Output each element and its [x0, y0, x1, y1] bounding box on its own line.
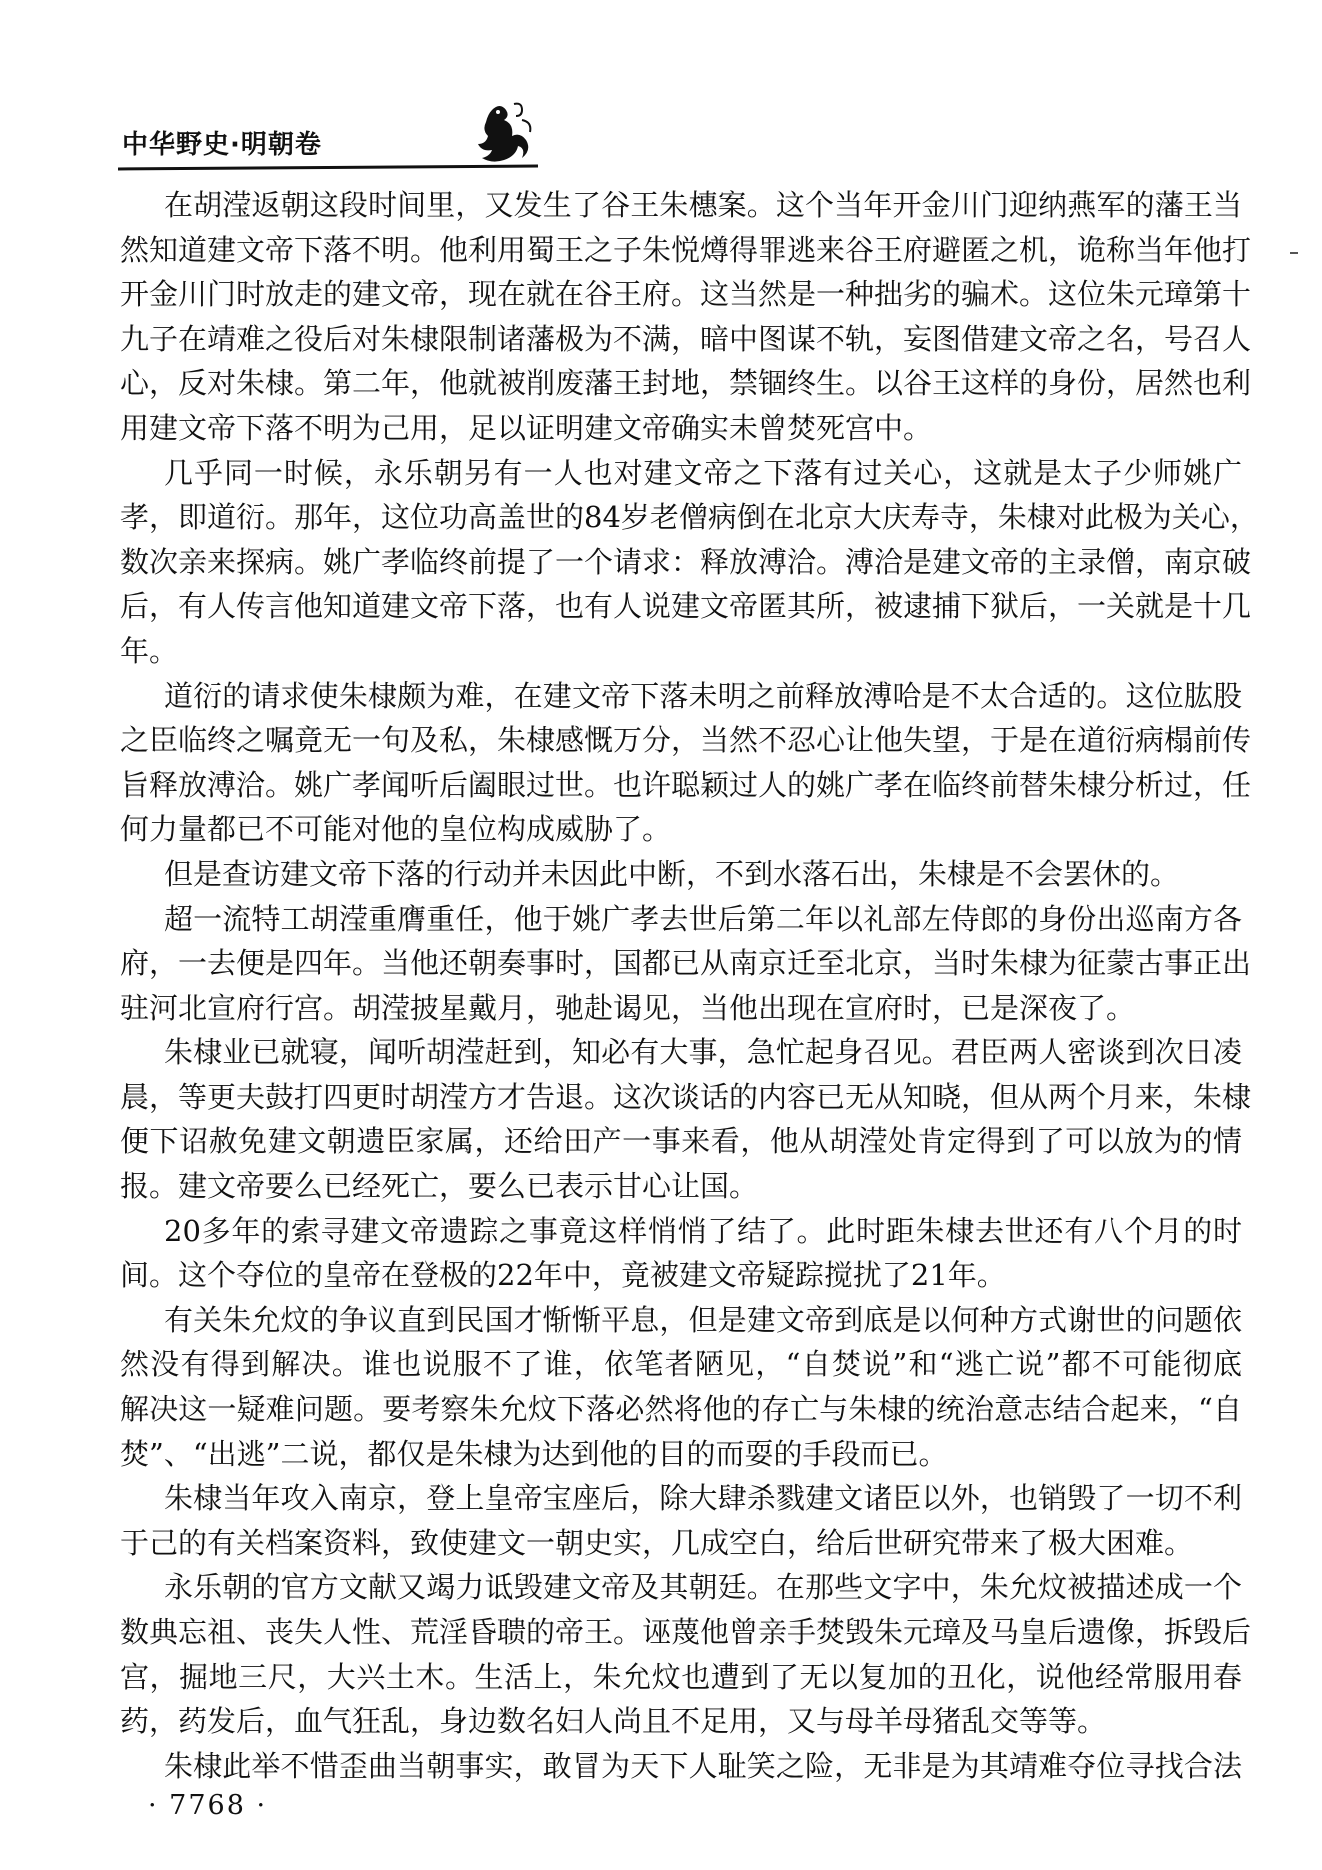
running-header-title: 中华野史·明朝卷: [122, 130, 322, 160]
text-line: 道衍的请求使朱棣颇为难，在建文帝下落未明之前释放溥哈是不太合适的。这位肱股: [164, 678, 1242, 713]
text-line: 报。建文帝要么已经死亡，要么已表示甘心让国。: [120, 1169, 759, 1204]
text-line: 孝，即道衍。那年，这位功高盖世的84岁老僧病倒在北京大庆寿寺，朱棣对此极为关心，: [120, 500, 1259, 535]
paragraph: [120, 1744, 1242, 1789]
text-line: 朱棣当年攻入南京，登上皇帝宝座后，除大肆杀戮建文诸臣以外，也销毁了一切不利: [164, 1481, 1242, 1516]
paragraph: [120, 451, 1259, 674]
text-line: 永乐朝的官方文献又竭力诋毁建文帝及其朝廷。在那些文字中，朱允炆被描述成一个: [164, 1570, 1242, 1605]
page-number: · 7768 ·: [148, 1790, 268, 1821]
text-line: 但是查访建文帝下落的行动并未因此中断，不到水落石出，朱棣是不会罢休的。: [164, 856, 1180, 891]
paragraph: [120, 1030, 1252, 1208]
text-line: 20多年的索寻建文帝遗踪之事竟这样悄悄了结了。此时距朱棣去世还有八个月的时: [164, 1213, 1242, 1248]
paragraph: [120, 1298, 1242, 1476]
text-line: 有关朱允炆的争议直到民国才惭惭平息，但是建文帝到底是以何种方式谢世的问题依: [164, 1302, 1242, 1337]
text-line: 驻河北宣府行宫。胡滢披星戴月，驰赴谒见，当他出现在宣府时，已是深夜了。: [120, 990, 1136, 1025]
text-line: 解决这一疑难问题。要考察朱允炆下落必然将他的存亡与朱棣的统治意志结合起来，“自: [120, 1392, 1242, 1427]
text-line: 年。: [120, 633, 179, 668]
paragraph: [120, 1565, 1252, 1743]
text-line: 心，反对朱棣。第二年，他就被削废藩王封地，禁锢终生。以谷王这样的身份，居然也利: [120, 366, 1252, 401]
text-line: 朱棣此举不惜歪曲当朝事实，敢冒为天下人耻笑之险，无非是为其靖难夺位寻找合法: [164, 1748, 1242, 1783]
text-line: 几乎同一时候，永乐朝另有一人也对建文帝之下落有过关心，这就是太子少师姚广: [164, 455, 1242, 490]
dragon-emblem-icon: [462, 100, 542, 172]
text-line: 开金川门时放走的建文帝，现在就在谷王府。这当然是一种拙劣的骗术。这位朱元璋第十: [120, 277, 1252, 312]
text-line: 九子在靖难之役后对朱棣限制诸藩极为不满，暗中图谋不轨，妄图借建文帝之名，号召人: [120, 321, 1252, 356]
text-line: 然没有得到解决。谁也说服不了谁，依笔者陋见，“自焚说”和“逃亡说”都不可能彻底: [120, 1347, 1242, 1382]
text-line: 用建文帝下落不明为己用，足以证明建文帝确实未曾焚死宫中。: [120, 410, 933, 445]
text-line: 后，有人传言他知道建文帝下落，也有人说建文帝匿其所，被逮捕下狱后，一关就是十几: [120, 589, 1252, 624]
text-line: 宫，掘地三尺，大兴土木。生活上，朱允炆也遭到了无以复加的丑化，说他经常服用春: [120, 1659, 1242, 1694]
paragraph: [120, 1209, 1242, 1298]
paragraph: [120, 1476, 1242, 1565]
text-line: 焚”、“出逃”二说，都仅是朱棣为达到他的目的而耍的手段而已。: [120, 1436, 948, 1471]
text-line: 数典忘祖、丧失人性、荒淫昏聩的帝王。诬蔑他曾亲手焚毁朱元璋及马皇后遗像，拆毁后: [120, 1615, 1252, 1649]
text-line: 药，药发后，血气狂乱，身边数名妇人尚且不足用，又与母羊母猪乱交等等。: [120, 1704, 1107, 1739]
paragraph: [120, 183, 1252, 451]
paragraph: [120, 852, 1242, 897]
text-line: 超一流特工胡滢重膺重任，他于姚广孝去世后第二年以礼部左侍郎的身份出巡南方各: [164, 901, 1242, 936]
paragraph: [120, 674, 1252, 852]
text-line: 何力量都已不可能对他的皇位构成威胁了。: [120, 812, 672, 847]
paragraph: [120, 897, 1252, 1031]
text-line: 晨，等更夫鼓打四更时胡滢方才告退。这次谈话的内容已无从知晓，但从两个月来，朱棣: [120, 1079, 1252, 1114]
text-line: 在胡滢返朝这段时间里，又发生了谷王朱橞案。这个当年开金川门迎纳燕军的藩王当: [164, 188, 1242, 222]
text-line: 数次亲来探病。姚广孝临终前提了一个请求：释放溥洽。溥洽是建文帝的主录僧，南京破: [120, 544, 1252, 579]
text-line: 府，一去便是四年。当他还朝奏事时，国都已从南京迁至北京，当时朱棣为征蒙古事正出: [120, 946, 1252, 981]
text-line: 旨释放溥洽。姚广孝闻听后阖眼过世。也许聪颖过人的姚广孝在临终前替朱棣分析过，任: [120, 767, 1252, 802]
text-line: 朱棣业已就寝，闻听胡滢赶到，知必有大事，急忙起身召见。君臣两人密谈到次日凌: [164, 1035, 1242, 1070]
body-text: [120, 183, 1259, 1788]
text-line: 便下诏赦免建文朝遗臣家属，还给田产一事来看，他从胡滢处肯定得到了可以放为的情: [120, 1124, 1242, 1159]
text-line: 间。这个夺位的皇帝在登极的22年中，竟被建文帝疑踪搅扰了21年。: [120, 1258, 1006, 1293]
text-line: 于己的有关档案资料，致使建文一朝史实，几成空白，给后世研究带来了极大困难。: [120, 1525, 1194, 1560]
text-line: 之臣临终之嘱竟无一句及私，朱棣感慨万分，当然不忍心让他失望，于是在道衍病榻前传: [120, 723, 1252, 758]
text-line: 然知道建文帝下落不明。他利用蜀王之子朱悦燇得罪逃来谷王府避匿之机，诡称当年他打: [120, 232, 1252, 267]
scan-mark: [1290, 252, 1298, 254]
